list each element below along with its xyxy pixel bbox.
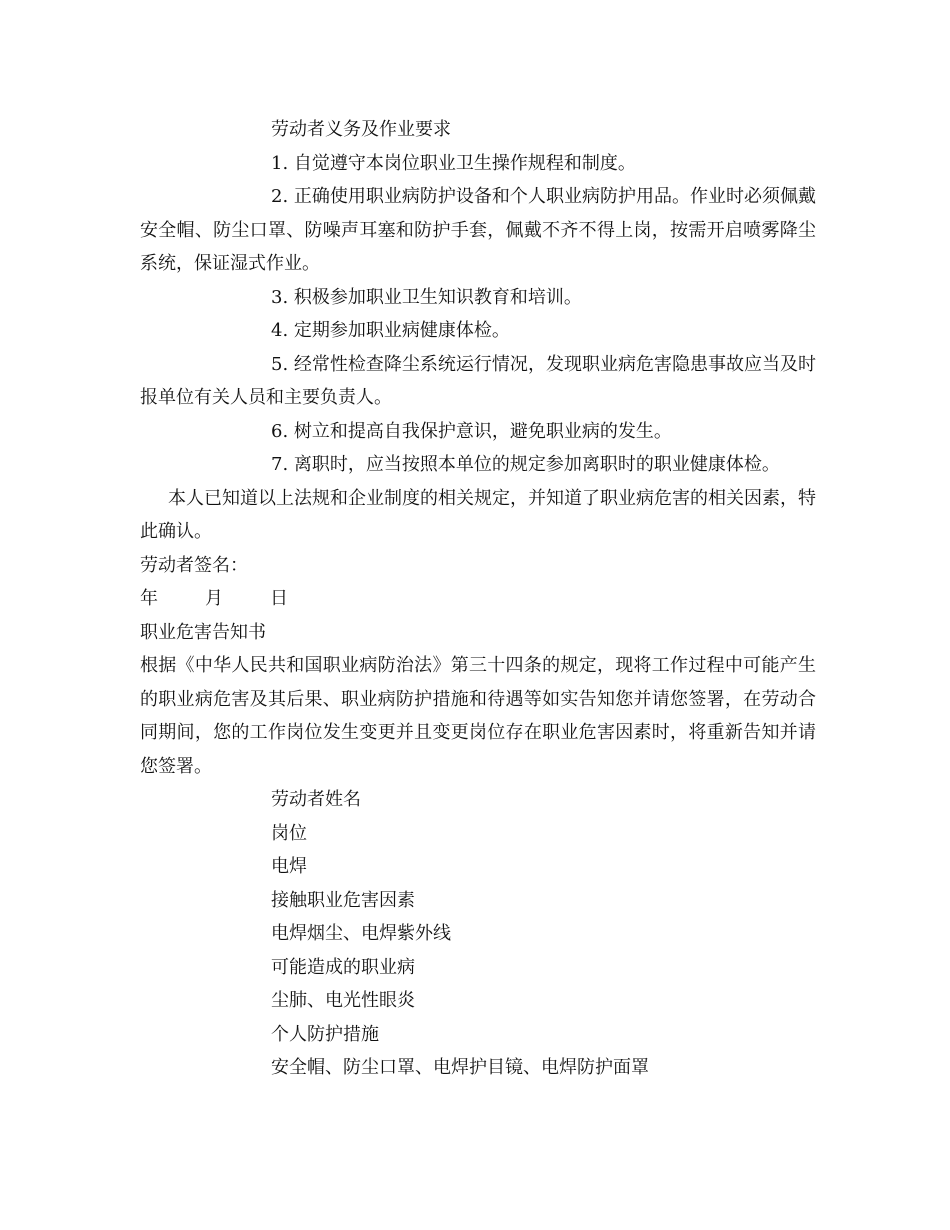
form-label-possible-disease: 可能造成的职业病 [271,956,415,978]
form-label-worker-name: 劳动者姓名 [271,789,361,810]
date-day-label: 日 [270,588,288,609]
form-value-post: 电焊 [271,856,307,877]
signature-label: 劳动者签名： [140,554,248,576]
notice-intro: 根据《中华人民共和国职业病防治法》第三十四条的规定，现将工作过程中可能产生的职业病危害及其后果、职业病防护措施和待遇等如实告知您并请您签署，在劳动合同期间，您的工作岗位发生变更并且变更岗位存在职业危害因素时，将重新告知并请您签署。 [140,655,816,777]
duty-item-4: 4. 定期参加职业病健康体检。 [271,320,510,341]
duty-item-3: 3. 积极参加职业卫生知识教育和培训。 [271,286,582,308]
document-body [140,113,816,1085]
form-label-post: 岗位 [271,822,307,844]
date-month-label: 月 [205,588,223,609]
duty-item-1: 1. 自觉遵守本岗位职业卫生操作规程和制度。 [271,152,636,174]
form-label-hazard-factors: 接触职业危害因素 [271,889,415,911]
duty-item-2: 2. 正确使用职业病防护设备和个人职业病防护用品。作业时必须佩戴安全帽、防尘口罩、防噪声耳塞和防护手套，佩戴不齐不得上岗，按需开启喷雾降尘系统，保证湿式作业。 [140,186,816,274]
form-value-possible-disease: 尘肺、电光性眼炎 [271,990,415,1011]
form-label-protection: 个人防护措施 [271,1023,379,1045]
form-value-protection: 安全帽、防尘口罩、电焊护目镜、电焊防护面罩 [271,1057,649,1078]
duties-heading: 劳动者义务及作业要求 [271,119,451,140]
date-line [140,582,816,616]
duty-item-5: 5. 经常性检查降尘系统运行情况，发现职业病危害隐患事故应当及时报单位有关人员和主要负责人。 [140,353,816,408]
form-value-hazard-factors: 电焊烟尘、电焊紫外线 [271,923,451,944]
duty-item-6: 6. 树立和提高自我保护意识，避免职业病的发生。 [271,420,672,442]
date-year-label: 年 [140,588,158,609]
confirmation-statement: 本人已知道以上法规和企业制度的相关规定，并知道了职业病危害的相关因素，特此确认。 [140,487,816,542]
notice-title: 职业危害告知书 [140,621,266,643]
duty-item-7: 7. 离职时，应当按照本单位的规定参加离职时的职业健康体检。 [271,454,780,475]
